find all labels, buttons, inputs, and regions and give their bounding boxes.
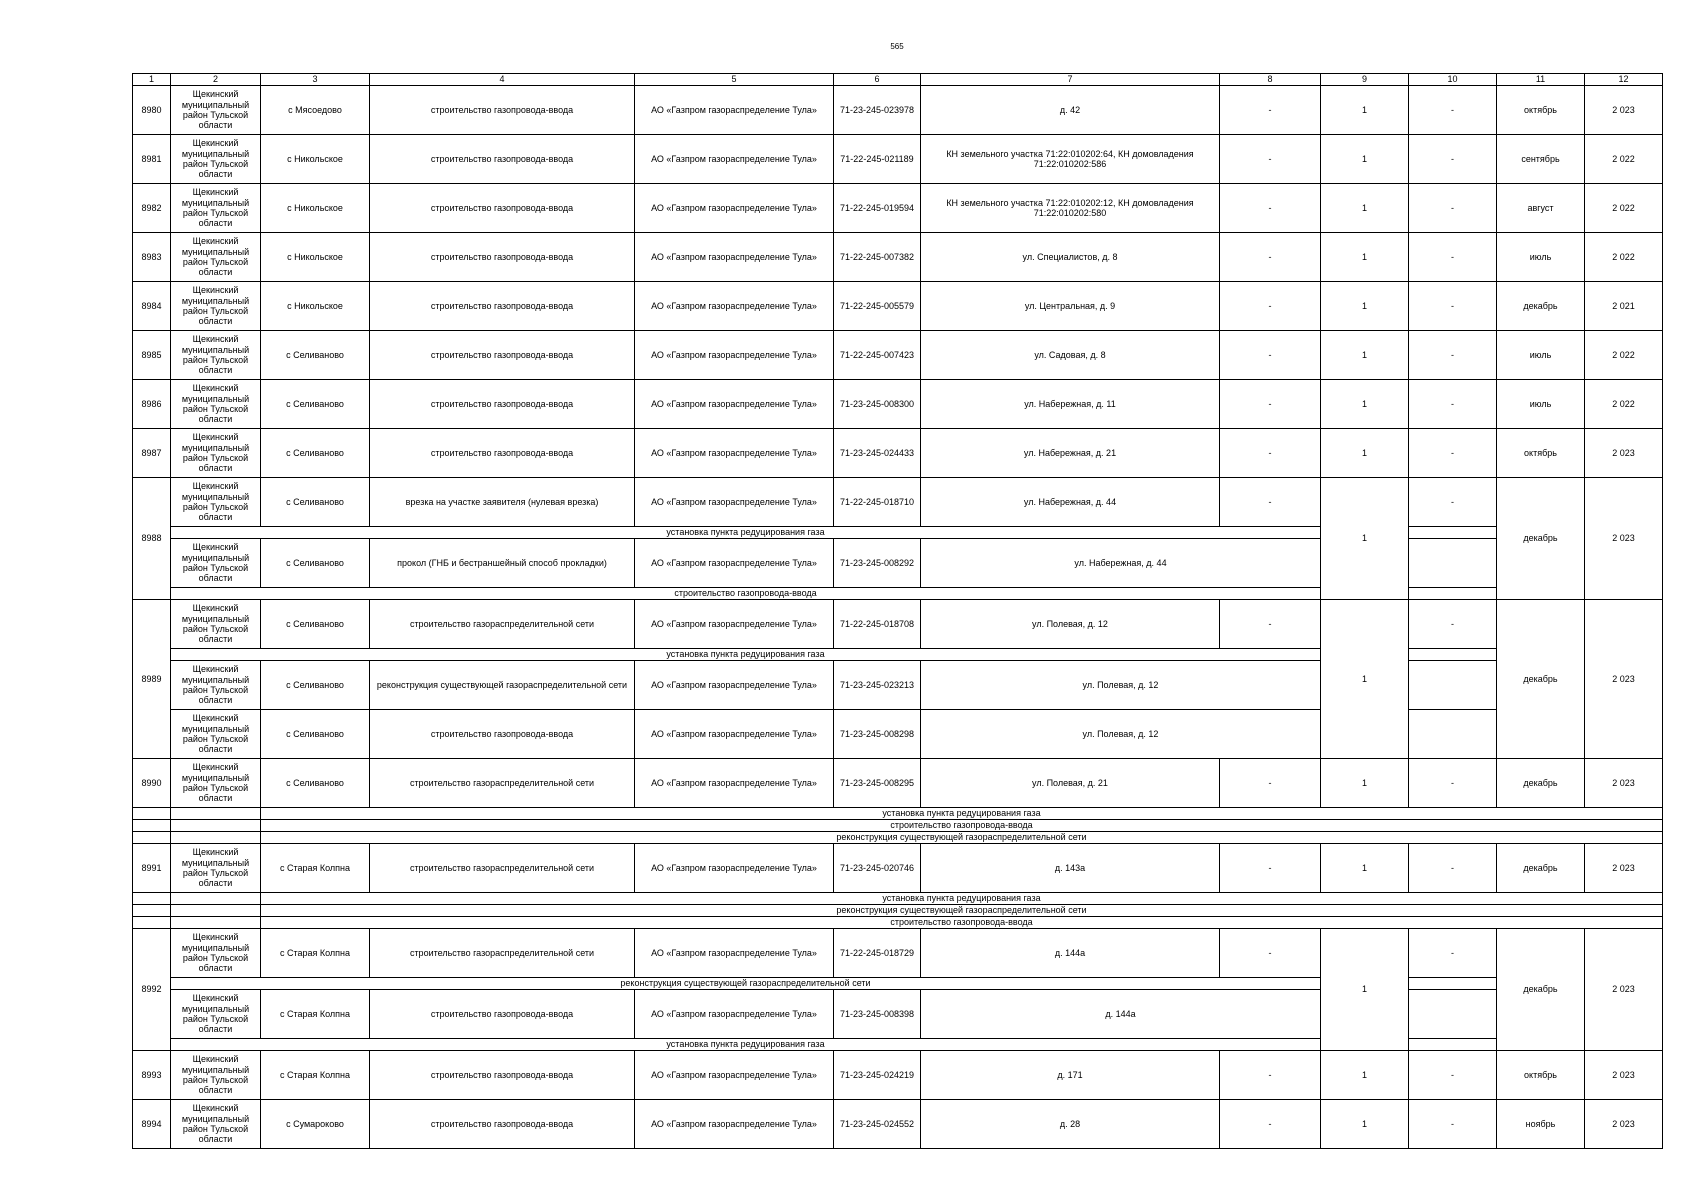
month-cell: октябрь bbox=[1497, 429, 1585, 478]
work-type-cell: строительство газопровода-ввода bbox=[370, 990, 635, 1039]
operator-cell: АО «Газпром газораспределение Тула» bbox=[635, 1051, 834, 1100]
village-cell: с Селиваново bbox=[261, 429, 370, 478]
col10-cell bbox=[1409, 978, 1497, 990]
col10-cell: - bbox=[1409, 429, 1497, 478]
district-cell: Щекинский муниципальный район Тульской области bbox=[171, 844, 261, 893]
month-cell: октябрь bbox=[1497, 86, 1585, 135]
sub-work-cell: установка пункта редуцирования газа bbox=[171, 527, 1321, 539]
operator-cell: АО «Газпром газораспределение Тула» bbox=[635, 282, 834, 331]
request-code-cell: 71-23-245-008300 bbox=[834, 380, 921, 429]
sub-work-row bbox=[133, 588, 1663, 600]
count-cell: 1 bbox=[1321, 929, 1409, 1051]
village-cell: с Мясоедово bbox=[261, 86, 370, 135]
row-number: 8984 bbox=[133, 282, 171, 331]
column-header: 1 bbox=[133, 74, 171, 86]
request-code-cell: 71-22-245-005579 bbox=[834, 282, 921, 331]
operator-cell: АО «Газпром газораспределение Тула» bbox=[635, 429, 834, 478]
operator-cell: АО «Газпром газораспределение Тула» bbox=[635, 478, 834, 527]
table-row bbox=[133, 380, 1663, 429]
month-cell: июль bbox=[1497, 331, 1585, 380]
gasification-registry-table bbox=[132, 73, 1663, 1149]
request-code-cell: 71-23-245-008292 bbox=[834, 539, 921, 588]
village-cell: с Селиваново bbox=[261, 331, 370, 380]
sub-work-row bbox=[133, 905, 1663, 917]
address-cell: ул. Набережная, д. 11 bbox=[921, 380, 1220, 429]
month-cell: октябрь bbox=[1497, 1051, 1585, 1100]
year-cell: 2 023 bbox=[1585, 929, 1663, 1051]
col10-cell bbox=[1409, 710, 1497, 759]
request-code-cell: 71-22-245-018710 bbox=[834, 478, 921, 527]
work-type-cell: строительство газораспределительной сети bbox=[370, 844, 635, 893]
sub-work-row bbox=[133, 1039, 1663, 1051]
work-type-cell: строительство газопровода-ввода bbox=[370, 184, 635, 233]
year-cell: 2 023 bbox=[1585, 1100, 1663, 1149]
village-cell: с Селиваново bbox=[261, 710, 370, 759]
count-cell: 1 bbox=[1321, 759, 1409, 808]
table-row bbox=[133, 135, 1663, 184]
operator-cell: АО «Газпром газораспределение Тула» bbox=[635, 539, 834, 588]
table-row bbox=[133, 990, 1663, 1039]
work-type-cell: строительство газораспределительной сети bbox=[370, 929, 635, 978]
address-cell: ул. Набережная, д. 44 bbox=[921, 478, 1220, 527]
address-cell: ул. Полевая, д. 12 bbox=[921, 600, 1220, 649]
month-cell: декабрь bbox=[1497, 929, 1585, 1051]
count-cell: 1 bbox=[1321, 331, 1409, 380]
month-cell: июль bbox=[1497, 233, 1585, 282]
column-header: 7 bbox=[921, 74, 1220, 86]
col10-cell: - bbox=[1409, 844, 1497, 893]
month-cell: декабрь bbox=[1497, 600, 1585, 759]
district-cell: Щекинский муниципальный район Тульской области bbox=[171, 990, 261, 1039]
row-number: 8982 bbox=[133, 184, 171, 233]
district-cell: Щекинский муниципальный район Тульской области bbox=[171, 331, 261, 380]
sub-work-row bbox=[133, 832, 1663, 844]
count-cell: 1 bbox=[1321, 1100, 1409, 1149]
count-cell: 1 bbox=[1321, 184, 1409, 233]
sub-work-cell: строительство газопровода-ввода bbox=[261, 820, 1663, 832]
row-number: 8985 bbox=[133, 331, 171, 380]
col8-cell: - bbox=[1220, 380, 1321, 429]
col10-cell: - bbox=[1409, 233, 1497, 282]
address-cell: КН земельного участка 71:22:010202:12, КН домовладения 71:22:010202:580 bbox=[921, 184, 1220, 233]
request-code-cell: 71-22-245-007423 bbox=[834, 331, 921, 380]
count-cell: 1 bbox=[1321, 380, 1409, 429]
col8-cell: - bbox=[1220, 429, 1321, 478]
col8-cell: - bbox=[1220, 759, 1321, 808]
table-row bbox=[133, 759, 1663, 808]
address-cell: ул. Садовая, д. 8 bbox=[921, 331, 1220, 380]
year-cell: 2 021 bbox=[1585, 282, 1663, 331]
request-code-cell: 71-23-245-020746 bbox=[834, 844, 921, 893]
col8-cell: - bbox=[1220, 1100, 1321, 1149]
col10-cell bbox=[1409, 588, 1497, 600]
address-cell: д. 171 bbox=[921, 1051, 1220, 1100]
sub-work-row bbox=[133, 917, 1663, 929]
table-row bbox=[133, 478, 1663, 527]
work-type-cell: строительство газопровода-ввода bbox=[370, 135, 635, 184]
work-type-cell: реконструкция существующей газораспределительной сети bbox=[370, 661, 635, 710]
table-row bbox=[133, 844, 1663, 893]
col8-cell: - bbox=[1220, 478, 1321, 527]
month-cell: июль bbox=[1497, 380, 1585, 429]
sub-work-cell: строительство газопровода-ввода bbox=[171, 588, 1321, 600]
address-cell: ул. Полевая, д. 12 bbox=[921, 661, 1321, 710]
operator-cell: АО «Газпром газораспределение Тула» bbox=[635, 184, 834, 233]
col8-cell: - bbox=[1220, 1051, 1321, 1100]
request-code-cell: 71-23-245-023978 bbox=[834, 86, 921, 135]
column-header: 5 bbox=[635, 74, 834, 86]
column-header: 12 bbox=[1585, 74, 1663, 86]
col10-cell bbox=[1409, 661, 1497, 710]
page-number: 565 bbox=[890, 42, 904, 51]
district-cell: Щекинский муниципальный район Тульской области bbox=[171, 759, 261, 808]
request-code-cell: 71-22-245-018729 bbox=[834, 929, 921, 978]
request-code-cell: 71-23-245-008398 bbox=[834, 990, 921, 1039]
col10-cell bbox=[1409, 649, 1497, 661]
table-row bbox=[133, 929, 1663, 978]
operator-cell: АО «Газпром газораспределение Тула» bbox=[635, 929, 834, 978]
address-cell: ул. Полевая, д. 12 bbox=[921, 710, 1321, 759]
address-cell: д. 144а bbox=[921, 990, 1321, 1039]
village-cell: с Селиваново bbox=[261, 380, 370, 429]
count-cell: 1 bbox=[1321, 282, 1409, 331]
month-cell: сентябрь bbox=[1497, 135, 1585, 184]
col8-cell: - bbox=[1220, 135, 1321, 184]
operator-cell: АО «Газпром газораспределение Тула» bbox=[635, 844, 834, 893]
count-cell: 1 bbox=[1321, 478, 1409, 600]
district-cell: Щекинский муниципальный район Тульской области bbox=[171, 429, 261, 478]
work-type-cell: строительство газопровода-ввода bbox=[370, 86, 635, 135]
work-type-cell: строительство газопровода-ввода bbox=[370, 380, 635, 429]
row-number: 8993 bbox=[133, 1051, 171, 1100]
address-cell: ул. Специалистов, д. 8 bbox=[921, 233, 1220, 282]
operator-cell: АО «Газпром газораспределение Тула» bbox=[635, 86, 834, 135]
col8-cell: - bbox=[1220, 233, 1321, 282]
request-code-cell: 71-22-245-018708 bbox=[834, 600, 921, 649]
col8-cell: - bbox=[1220, 184, 1321, 233]
col8-cell: - bbox=[1220, 331, 1321, 380]
operator-cell: АО «Газпром газораспределение Тула» bbox=[635, 380, 834, 429]
col10-cell: - bbox=[1409, 600, 1497, 649]
sub-work-cell: реконструкция существующей газораспределительной сети bbox=[261, 905, 1663, 917]
address-cell: ул. Набережная, д. 44 bbox=[921, 539, 1321, 588]
village-cell: с Никольское bbox=[261, 282, 370, 331]
col10-cell: - bbox=[1409, 759, 1497, 808]
year-cell: 2 023 bbox=[1585, 759, 1663, 808]
count-cell: 1 bbox=[1321, 429, 1409, 478]
month-cell: декабрь bbox=[1497, 759, 1585, 808]
district-cell: Щекинский муниципальный район Тульской области bbox=[171, 929, 261, 978]
table-row bbox=[133, 1051, 1663, 1100]
col8-cell: - bbox=[1220, 844, 1321, 893]
village-cell: с Никольское bbox=[261, 233, 370, 282]
district-cell: Щекинский муниципальный район Тульской области bbox=[171, 710, 261, 759]
request-code-cell: 71-23-245-024219 bbox=[834, 1051, 921, 1100]
sub-work-cell: установка пункта редуцирования газа bbox=[261, 893, 1663, 905]
table-row bbox=[133, 184, 1663, 233]
address-cell: д. 143а bbox=[921, 844, 1220, 893]
column-header: 2 bbox=[171, 74, 261, 86]
village-cell: с Селиваново bbox=[261, 759, 370, 808]
sub-work-row bbox=[133, 893, 1663, 905]
row-number: 8987 bbox=[133, 429, 171, 478]
column-header: 3 bbox=[261, 74, 370, 86]
column-header: 8 bbox=[1220, 74, 1321, 86]
row-number: 8994 bbox=[133, 1100, 171, 1149]
village-cell: с Никольское bbox=[261, 135, 370, 184]
year-cell: 2 023 bbox=[1585, 844, 1663, 893]
year-cell: 2 023 bbox=[1585, 429, 1663, 478]
work-type-cell: строительство газопровода-ввода bbox=[370, 233, 635, 282]
sub-work-cell: установка пункта редуцирования газа bbox=[261, 808, 1663, 820]
year-cell: 2 022 bbox=[1585, 184, 1663, 233]
column-header: 6 bbox=[834, 74, 921, 86]
sub-work-cell: реконструкция существующей газораспределительной сети bbox=[261, 832, 1663, 844]
row-number: 8980 bbox=[133, 86, 171, 135]
column-header: 11 bbox=[1497, 74, 1585, 86]
district-cell: Щекинский муниципальный район Тульской области bbox=[171, 478, 261, 527]
year-cell: 2 022 bbox=[1585, 331, 1663, 380]
village-cell: с Старая Колпна bbox=[261, 929, 370, 978]
table-row bbox=[133, 710, 1663, 759]
col10-cell: - bbox=[1409, 282, 1497, 331]
table-row bbox=[133, 600, 1663, 649]
work-type-cell: врезка на участке заявителя (нулевая врезка) bbox=[370, 478, 635, 527]
operator-cell: АО «Газпром газораспределение Тула» bbox=[635, 990, 834, 1039]
column-header: 10 bbox=[1409, 74, 1497, 86]
row-number: 8988 bbox=[133, 478, 171, 600]
column-header-row bbox=[133, 74, 1663, 86]
table-row bbox=[133, 539, 1663, 588]
district-cell: Щекинский муниципальный район Тульской области bbox=[171, 135, 261, 184]
col10-cell: - bbox=[1409, 380, 1497, 429]
address-cell: д. 28 bbox=[921, 1100, 1220, 1149]
year-cell: 2 022 bbox=[1585, 233, 1663, 282]
column-header: 4 bbox=[370, 74, 635, 86]
count-cell: 1 bbox=[1321, 600, 1409, 759]
operator-cell: АО «Газпром газораспределение Тула» bbox=[635, 661, 834, 710]
col10-cell: - bbox=[1409, 184, 1497, 233]
district-cell: Щекинский муниципальный район Тульской области bbox=[171, 661, 261, 710]
request-code-cell: 71-22-245-007382 bbox=[834, 233, 921, 282]
count-cell: 1 bbox=[1321, 135, 1409, 184]
col8-cell: - bbox=[1220, 600, 1321, 649]
address-cell: ул. Полевая, д. 21 bbox=[921, 759, 1220, 808]
work-type-cell: строительство газопровода-ввода bbox=[370, 429, 635, 478]
row-number: 8983 bbox=[133, 233, 171, 282]
request-code-cell: 71-22-245-019594 bbox=[834, 184, 921, 233]
sub-work-cell: строительство газопровода-ввода bbox=[261, 917, 1663, 929]
village-cell: с Селиваново bbox=[261, 478, 370, 527]
sub-work-row bbox=[133, 808, 1663, 820]
village-cell: с Сумароково bbox=[261, 1100, 370, 1149]
district-cell: Щекинский муниципальный район Тульской области bbox=[171, 282, 261, 331]
village-cell: с Никольское bbox=[261, 184, 370, 233]
month-cell: ноябрь bbox=[1497, 1100, 1585, 1149]
operator-cell: АО «Газпром газораспределение Тула» bbox=[635, 710, 834, 759]
district-cell: Щекинский муниципальный район Тульской области bbox=[171, 539, 261, 588]
sub-work-row bbox=[133, 820, 1663, 832]
col10-cell: - bbox=[1409, 86, 1497, 135]
sub-work-row bbox=[133, 527, 1663, 539]
village-cell: с Селиваново bbox=[261, 600, 370, 649]
col8-cell: - bbox=[1220, 86, 1321, 135]
col10-cell: - bbox=[1409, 331, 1497, 380]
table-row bbox=[133, 331, 1663, 380]
count-cell: 1 bbox=[1321, 844, 1409, 893]
col10-cell bbox=[1409, 1039, 1497, 1051]
district-cell: Щекинский муниципальный район Тульской области bbox=[171, 86, 261, 135]
village-cell: с Селиваново bbox=[261, 661, 370, 710]
col8-cell: - bbox=[1220, 282, 1321, 331]
month-cell: декабрь bbox=[1497, 282, 1585, 331]
work-type-cell: строительство газопровода-ввода bbox=[370, 282, 635, 331]
sub-work-cell: установка пункта редуцирования газа bbox=[171, 649, 1321, 661]
row-number: 8991 bbox=[133, 844, 171, 893]
count-cell: 1 bbox=[1321, 233, 1409, 282]
year-cell: 2 023 bbox=[1585, 600, 1663, 759]
request-code-cell: 71-23-245-008295 bbox=[834, 759, 921, 808]
district-cell: Щекинский муниципальный район Тульской области bbox=[171, 600, 261, 649]
col10-cell: - bbox=[1409, 478, 1497, 527]
count-cell: 1 bbox=[1321, 86, 1409, 135]
sub-work-cell: реконструкция существующей газораспределительной сети bbox=[171, 978, 1321, 990]
row-number: 8989 bbox=[133, 600, 171, 759]
year-cell: 2 023 bbox=[1585, 478, 1663, 600]
village-cell: с Старая Колпна bbox=[261, 990, 370, 1039]
count-cell: 1 bbox=[1321, 1051, 1409, 1100]
row-number: 8990 bbox=[133, 759, 171, 808]
request-code-cell: 71-23-245-024552 bbox=[834, 1100, 921, 1149]
work-type-cell: строительство газораспределительной сети bbox=[370, 759, 635, 808]
table-row bbox=[133, 429, 1663, 478]
row-number: 8981 bbox=[133, 135, 171, 184]
work-type-cell: строительство газопровода-ввода bbox=[370, 710, 635, 759]
address-cell: ул. Набережная, д. 21 bbox=[921, 429, 1220, 478]
work-type-cell: строительство газопровода-ввода bbox=[370, 1100, 635, 1149]
row-number: 8986 bbox=[133, 380, 171, 429]
table-row bbox=[133, 282, 1663, 331]
village-cell: с Старая Колпна bbox=[261, 1051, 370, 1100]
year-cell: 2 023 bbox=[1585, 1051, 1663, 1100]
work-type-cell: строительство газораспределительной сети bbox=[370, 600, 635, 649]
year-cell: 2 022 bbox=[1585, 135, 1663, 184]
address-cell: ул. Центральная, д. 9 bbox=[921, 282, 1220, 331]
work-type-cell: строительство газопровода-ввода bbox=[370, 1051, 635, 1100]
col10-cell: - bbox=[1409, 135, 1497, 184]
table-row bbox=[133, 233, 1663, 282]
sub-work-row bbox=[133, 649, 1663, 661]
district-cell: Щекинский муниципальный район Тульской области bbox=[171, 1100, 261, 1149]
operator-cell: АО «Газпром газораспределение Тула» bbox=[635, 600, 834, 649]
village-cell: с Старая Колпна bbox=[261, 844, 370, 893]
col8-cell: - bbox=[1220, 929, 1321, 978]
address-cell: КН земельного участка 71:22:010202:64, КН домовладения 71:22:010202:586 bbox=[921, 135, 1220, 184]
request-code-cell: 71-22-245-021189 bbox=[834, 135, 921, 184]
column-header: 9 bbox=[1321, 74, 1409, 86]
district-cell: Щекинский муниципальный район Тульской области bbox=[171, 1051, 261, 1100]
village-cell: с Селиваново bbox=[261, 539, 370, 588]
year-cell: 2 022 bbox=[1585, 380, 1663, 429]
address-cell: д. 144а bbox=[921, 929, 1220, 978]
request-code-cell: 71-23-245-024433 bbox=[834, 429, 921, 478]
month-cell: декабрь bbox=[1497, 844, 1585, 893]
col10-cell: - bbox=[1409, 1051, 1497, 1100]
work-type-cell: прокол (ГНБ и бестраншейный способ прокладки) bbox=[370, 539, 635, 588]
address-cell: д. 42 bbox=[921, 86, 1220, 135]
operator-cell: АО «Газпром газораспределение Тула» bbox=[635, 135, 834, 184]
district-cell: Щекинский муниципальный район Тульской области bbox=[171, 380, 261, 429]
col10-cell: - bbox=[1409, 929, 1497, 978]
request-code-cell: 71-23-245-008298 bbox=[834, 710, 921, 759]
col10-cell bbox=[1409, 527, 1497, 539]
request-code-cell: 71-23-245-023213 bbox=[834, 661, 921, 710]
operator-cell: АО «Газпром газораспределение Тула» bbox=[635, 233, 834, 282]
operator-cell: АО «Газпром газораспределение Тула» bbox=[635, 759, 834, 808]
col10-cell bbox=[1409, 990, 1497, 1039]
district-cell: Щекинский муниципальный район Тульской области bbox=[171, 184, 261, 233]
sub-work-row bbox=[133, 978, 1663, 990]
district-cell: Щекинский муниципальный район Тульской области bbox=[171, 233, 261, 282]
table-row bbox=[133, 661, 1663, 710]
table-row bbox=[133, 86, 1663, 135]
work-type-cell: строительство газопровода-ввода bbox=[370, 331, 635, 380]
month-cell: декабрь bbox=[1497, 478, 1585, 600]
table-row bbox=[133, 1100, 1663, 1149]
month-cell: август bbox=[1497, 184, 1585, 233]
row-number: 8992 bbox=[133, 929, 171, 1051]
year-cell: 2 023 bbox=[1585, 86, 1663, 135]
operator-cell: АО «Газпром газораспределение Тула» bbox=[635, 331, 834, 380]
sub-work-cell: установка пункта редуцирования газа bbox=[171, 1039, 1321, 1051]
col10-cell: - bbox=[1409, 1100, 1497, 1149]
col10-cell bbox=[1409, 539, 1497, 588]
operator-cell: АО «Газпром газораспределение Тула» bbox=[635, 1100, 834, 1149]
